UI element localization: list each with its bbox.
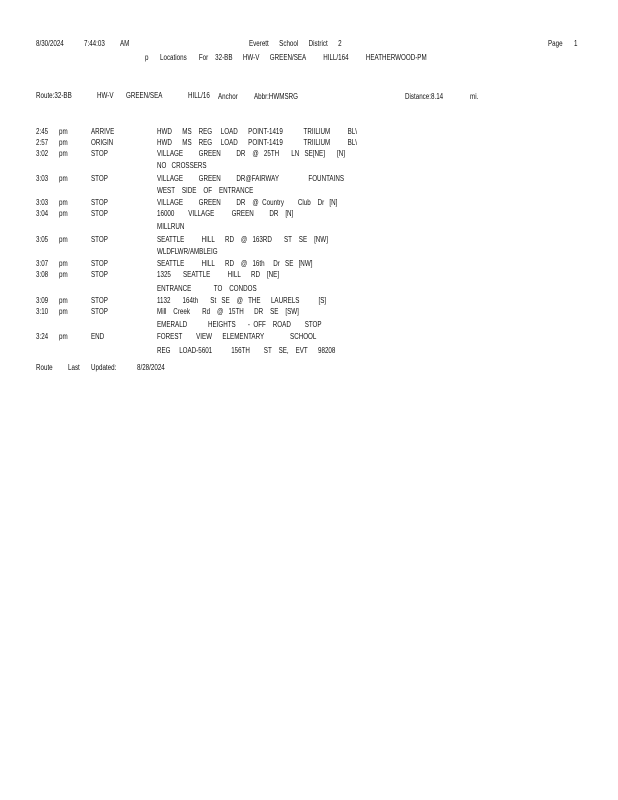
row-time: 3:04 [36,209,49,218]
subtitle-prefix: p [145,53,149,62]
row-desc: Mill Creek Rd @ 15TH DR SE [SW] [157,307,299,316]
row-type: STOP [91,296,108,305]
page-number: 1 [574,39,578,48]
row-time: 2:45 [36,127,49,136]
report-time: 7:44:03 [84,39,105,48]
distance-unit: mi. [470,92,479,101]
route-anchor: Anchor [218,92,238,101]
row-desc: FOREST VIEW ELEMENTARY SCHOOL [157,332,317,341]
row-ampm: pm [59,235,68,244]
row-type: STOP [91,174,108,183]
route-greensea: GREEN/SEA [126,91,163,100]
report-subtitle: Locations For 32-BB HW-V GREEN/SEA HILL/164 HEATHERWOOD-PM [160,53,427,62]
row-desc: REG LOAD-5601 156TH ST SE, EVT 98208 [157,346,336,355]
row-type: STOP [91,198,108,207]
footer-updated: Updated: [91,363,117,372]
row-desc: WLDFLWR/AMBLEIG [157,247,218,256]
row-type: STOP [91,209,108,218]
row-type: STOP [91,149,108,158]
route-hill: HILL/16 [188,91,210,100]
report-date: 8/30/2024 [36,39,64,48]
route-hwv: HW-V [97,91,114,100]
row-desc: HWD MS REG LOAD POINT-1419 TRIILIUM BL\ [157,138,357,147]
row-ampm: pm [59,307,68,316]
row-ampm: pm [59,198,68,207]
row-desc: VILLAGE GREEN DR @ Country Club Dr [N] [157,198,338,207]
row-time: 3:03 [36,198,49,207]
row-time: 2:57 [36,138,49,147]
row-ampm: pm [59,270,68,279]
row-type: STOP [91,307,108,316]
page-label: Page [548,39,563,48]
row-time: 3:05 [36,235,49,244]
row-desc: 1325 SEATTLE HILL RD [NE] [157,270,280,279]
row-time: 3:09 [36,296,49,305]
route-distance: Distance:8.14 [405,92,444,101]
row-desc: SEATTLE HILL RD @ 163RD ST SE [NW] [157,235,328,244]
row-type: STOP [91,259,108,268]
row-ampm: pm [59,138,68,147]
row-ampm: pm [59,296,68,305]
row-time: 3:24 [36,332,49,341]
row-time: 3:10 [36,307,49,316]
district-title: Everett School District 2 [249,39,342,48]
row-type: ORIGIN [91,138,114,147]
row-desc: ENTRANCE TO CONDOS [157,284,257,293]
row-desc: 16000 VILLAGE GREEN DR [N] [157,209,294,218]
footer-route: Route [36,363,53,372]
report-ampm: AM [120,39,130,48]
row-desc: NO CROSSERS [157,161,207,170]
row-ampm: pm [59,174,68,183]
row-type: END [91,332,105,341]
row-time: 3:07 [36,259,49,268]
row-desc: MILLRUN [157,222,185,231]
row-type: STOP [91,235,108,244]
row-time: 3:03 [36,174,49,183]
row-desc: VILLAGE GREEN DR @ 25TH LN SE[NE] [N] [157,149,346,158]
row-time: 3:02 [36,149,49,158]
row-ampm: pm [59,149,68,158]
row-ampm: pm [59,332,68,341]
route-abbr: Abbr:HWMSRG [254,92,299,101]
row-desc: SEATTLE HILL RD @ 16th Dr SE [NW] [157,259,313,268]
row-ampm: pm [59,209,68,218]
row-time: 3:08 [36,270,49,279]
route-id: Route:32-BB [36,91,72,100]
row-desc: HWD MS REG LOAD POINT-1419 TRIILIUM BL\ [157,127,357,136]
row-desc: WEST SIDE OF ENTRANCE [157,186,254,195]
row-desc: EMERALD HEIGHTS - OFF ROAD STOP [157,320,322,329]
row-desc: VILLAGE GREEN DR@FAIRWAY FOUNTAINS [157,174,344,183]
row-ampm: pm [59,259,68,268]
row-desc: 1132 164th St SE @ THE LAURELS [S] [157,296,327,305]
footer-date: 8/28/2024 [137,363,165,372]
row-type: STOP [91,270,108,279]
row-type: ARRIVE [91,127,115,136]
footer-last: Last [68,363,80,372]
row-ampm: pm [59,127,68,136]
